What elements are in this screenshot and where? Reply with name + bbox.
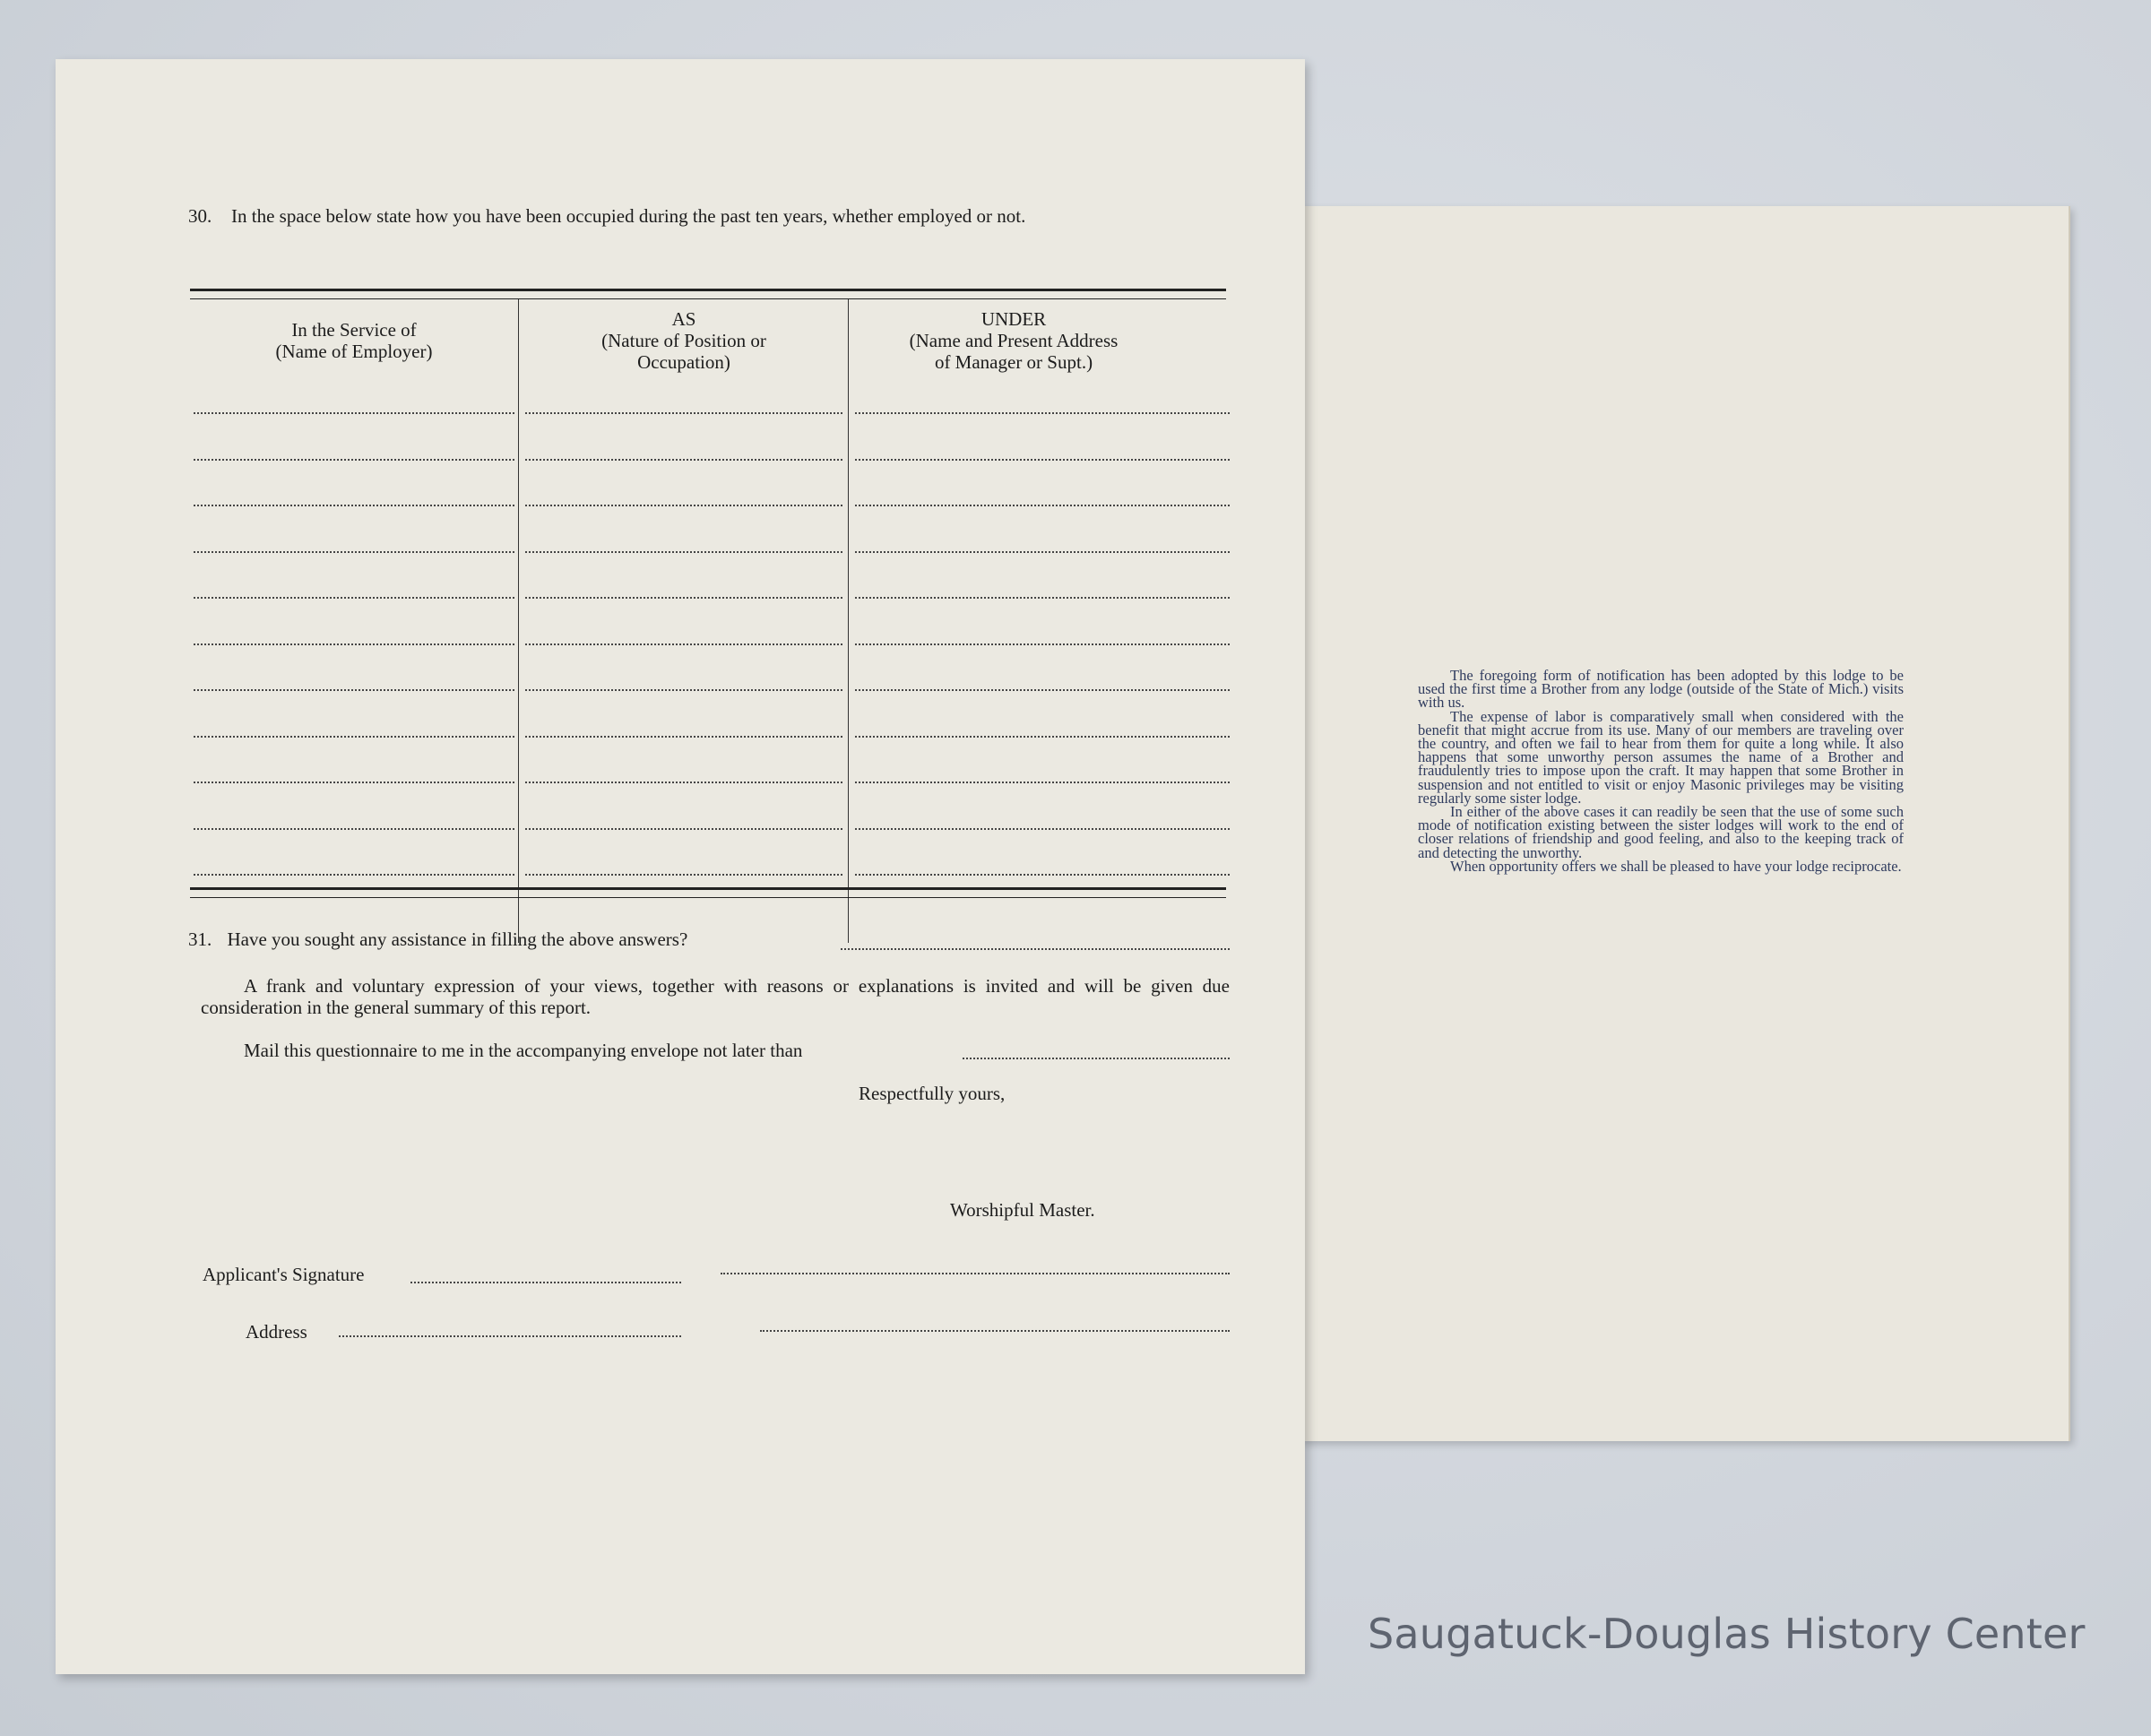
column-header-manager xyxy=(851,308,1176,373)
applicant-signature-line[interactable] xyxy=(410,1282,681,1283)
table-entry-line[interactable] xyxy=(194,874,514,876)
applicant-signature-label: Applicant's Signature xyxy=(203,1264,365,1285)
table-entry-line[interactable] xyxy=(194,412,514,414)
deadline-date-line[interactable] xyxy=(963,1058,1230,1059)
left-page xyxy=(56,59,1305,1674)
table-entry-line[interactable] xyxy=(855,459,1230,461)
table-bottom-rule xyxy=(190,887,1226,898)
table-entry-line[interactable] xyxy=(194,551,514,553)
table-entry-line[interactable] xyxy=(194,828,514,830)
table-entry-line[interactable] xyxy=(194,643,514,645)
question-number: 30. xyxy=(188,205,212,227)
notice-paragraph-2: The expense of labor is comparatively small when considered with the benefit that might accrue from its use. Many of our members are traveling over the country, and often we fail to hear from them for quite a long while. It also happens that some unworthy person assumes the name of a Brother and fraudulently tries to impose upon the craft. It may happen that some Brother in suspension and not entitled to visit or enjoy Masonic privileges may be visiting regularly some sister lodge. xyxy=(1418,707,1904,807)
table-entry-line[interactable] xyxy=(525,459,842,461)
column-header-employer xyxy=(192,319,516,362)
header-line: AS xyxy=(671,308,696,330)
notification-notice xyxy=(1418,669,1904,873)
question-31 xyxy=(188,928,687,951)
question-number: 31. xyxy=(188,928,212,950)
header-line: (Name of Employer) xyxy=(275,341,433,362)
column-header-position xyxy=(522,308,846,373)
table-entry-line[interactable] xyxy=(194,459,514,461)
right-page xyxy=(1301,206,2070,1441)
question-text: Have you sought any assistance in filling the above answers? xyxy=(227,928,688,950)
table-entry-line[interactable] xyxy=(525,551,842,553)
table-entry-line[interactable] xyxy=(855,643,1230,645)
question-30 xyxy=(188,206,1228,227)
header-line: Occupation) xyxy=(637,351,730,373)
frank-text: A frank and voluntary expression of your views, together with reasons or explanations is invited and will be given due consideration in the general summary of this report. xyxy=(201,975,1230,1018)
table-entry-line[interactable] xyxy=(525,689,842,691)
table-entry-line[interactable] xyxy=(525,643,842,645)
column-divider xyxy=(848,299,849,943)
table-entry-line[interactable] xyxy=(855,597,1230,599)
history-center-watermark: Saugatuck-Douglas History Center xyxy=(1368,1610,2086,1658)
table-entry-line[interactable] xyxy=(855,551,1230,553)
address-line-secondary[interactable] xyxy=(760,1330,1230,1332)
mail-instruction xyxy=(244,1040,802,1061)
closing-salutation: Respectfully yours, xyxy=(859,1083,1006,1104)
address-label: Address xyxy=(246,1321,307,1343)
header-line: (Name and Present Address xyxy=(909,330,1119,351)
table-entry-line[interactable] xyxy=(855,736,1230,738)
answer-line-31[interactable] xyxy=(841,948,1230,950)
frank-paragraph xyxy=(201,975,1230,1018)
table-entry-line[interactable] xyxy=(525,597,842,599)
bleed-through xyxy=(324,507,329,528)
table-entry-line[interactable] xyxy=(525,828,842,830)
header-line: of Manager or Supt.) xyxy=(934,351,1093,373)
table-entry-line[interactable] xyxy=(855,782,1230,783)
table-entry-line[interactable] xyxy=(855,828,1230,830)
table-entry-line[interactable] xyxy=(194,505,514,506)
secondary-signature-line[interactable] xyxy=(721,1273,1230,1274)
address-line[interactable] xyxy=(339,1335,681,1337)
table-entry-line[interactable] xyxy=(194,782,514,783)
header-line: In the Service of xyxy=(291,319,417,341)
table-entry-line[interactable] xyxy=(194,597,514,599)
table-entry-line[interactable] xyxy=(194,689,514,691)
header-line: UNDER xyxy=(980,308,1047,330)
column-divider xyxy=(518,299,519,943)
table-entry-line[interactable] xyxy=(855,689,1230,691)
table-entry-line[interactable] xyxy=(194,736,514,738)
table-entry-line[interactable] xyxy=(525,736,842,738)
mail-text: Mail this questionnaire to me in the accompanying envelope not later than xyxy=(244,1040,803,1061)
table-entry-line[interactable] xyxy=(525,874,842,876)
notice-paragraph-4: When opportunity offers we shall be pleased to have your lodge reciprocate. xyxy=(1450,857,1902,875)
notice-paragraph-1: The foregoing form of notification has been adopted by this lodge to be used the first time a Brother from any lodge (outside of the State of Mich.) visits with us. xyxy=(1418,667,1904,712)
table-top-rule xyxy=(190,289,1226,299)
question-text: In the space below state how you have been occupied during the past ten years, whether employed or not. xyxy=(231,205,1026,227)
table-entry-line[interactable] xyxy=(525,782,842,783)
table-entry-line[interactable] xyxy=(525,412,842,414)
table-entry-line[interactable] xyxy=(855,505,1230,506)
notice-paragraph-3: In either of the above cases it can readily be seen that the use of some such mode of notification existing between the sister lodges will work to the end of closer relations of friendship and good feeling, and also to the keeping track of and detecting the unworthy. xyxy=(1418,803,1904,861)
table-entry-line[interactable] xyxy=(855,874,1230,876)
signer-title: Worshipful Master. xyxy=(950,1199,1095,1221)
header-line: (Nature of Position or xyxy=(601,330,766,351)
table-entry-line[interactable] xyxy=(855,412,1230,414)
table-entry-line[interactable] xyxy=(525,505,842,506)
